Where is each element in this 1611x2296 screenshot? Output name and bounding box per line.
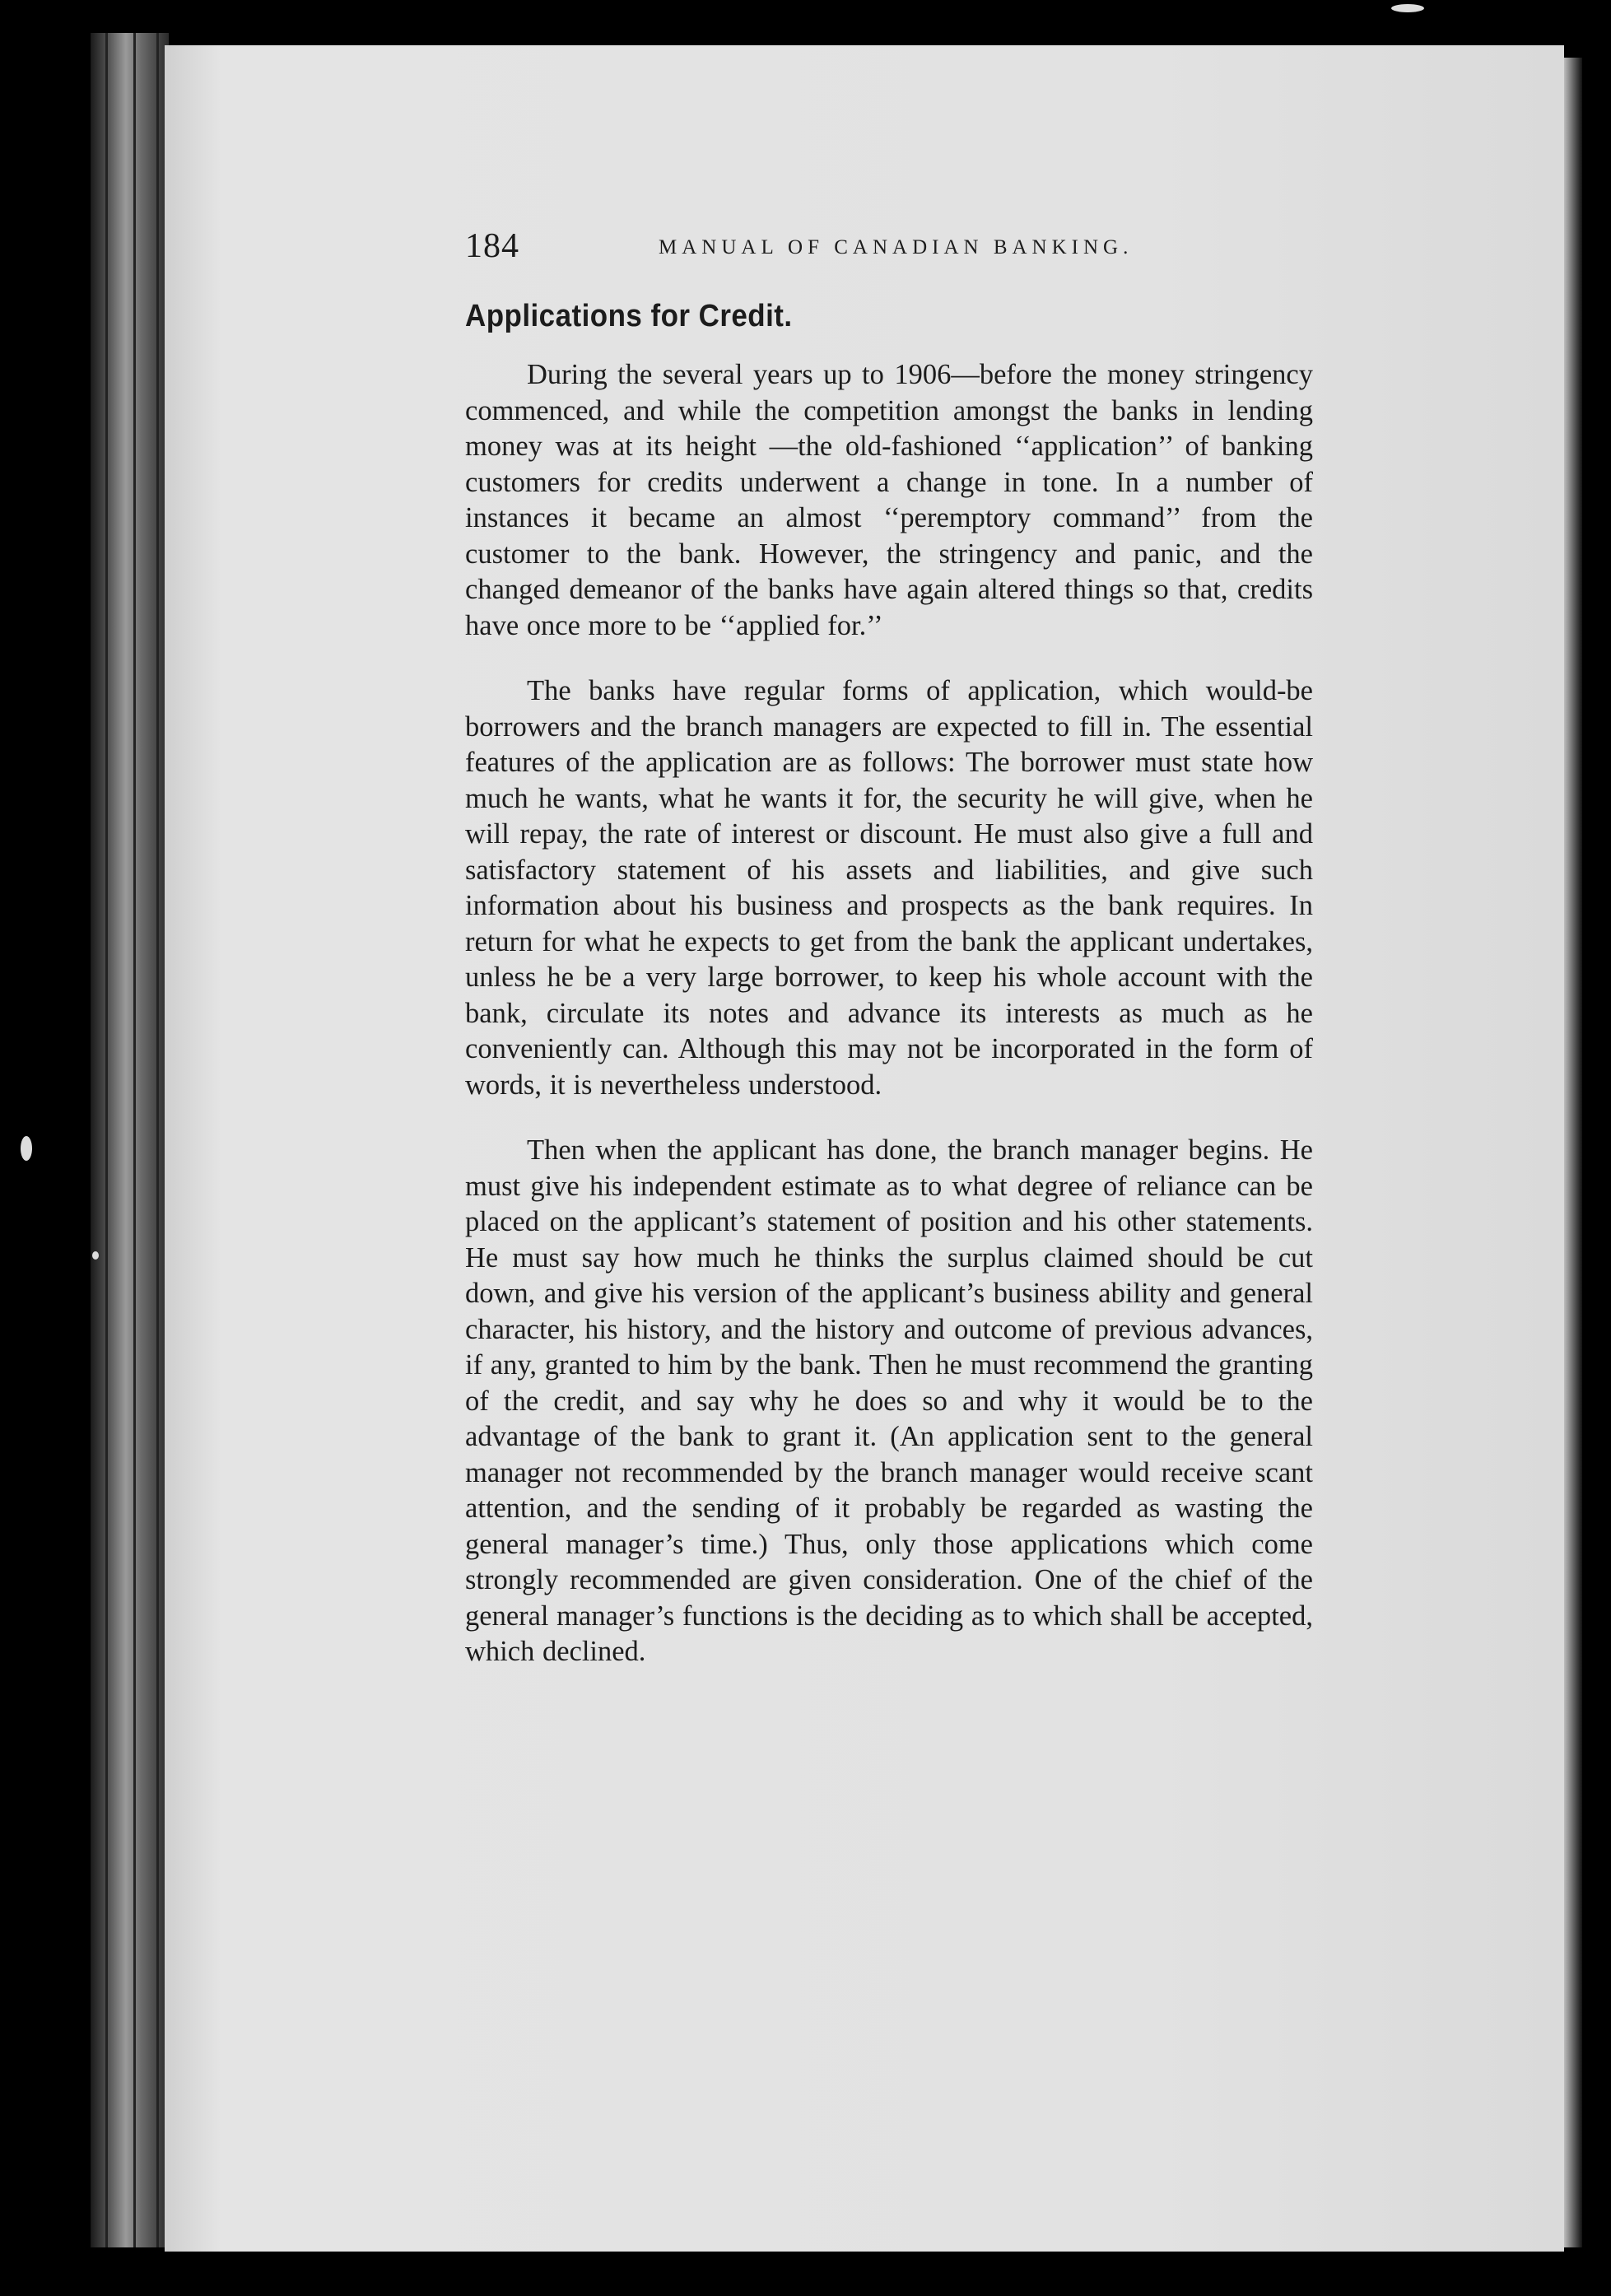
running-title: MANUAL OF CANADIAN BANKING. <box>659 236 1134 258</box>
section-heading: Applications for Credit. <box>465 299 793 333</box>
book-spine <box>91 33 169 2247</box>
running-head <box>465 218 1313 268</box>
page-edge <box>1564 58 1582 2247</box>
paragraph: During the several years up to 1906—before the money stringency commenced, and while the competition amongst the banks in lending money was at its height —the old-fashioned ‘‘application’’ of banking customers for credits underwent a change in tone. In a number of instances it became an almost ‘‘peremptory command’’ from the customer to the bank. However, the stringency and panic, and the changed demeanor of the banks have again altered things so that, credits have once more to be ‘‘applied for.’’ <box>465 359 1313 641</box>
paragraph: Then when the applicant has done, the branch manager begins. He must give his independent estimate as to what degree of reliance can be placed on the applicant’s statement of position and his other statements. He must say how much he thinks the surplus claimed should be cut down, and give his version of the applicant’s business ability and general character, his history, and the history and outcome of previous advances, if any, granted to him by the bank. Then he must recommend the granting of the credit, and say why he does so and why it would be to the advantage of the bank to grant it. (An application sent to the general manager not recommended by the branch manager would receive scant attention, and the sending of it probably be regarded as wasting the general manager’s time.) Thus, only those applications which come strongly recommended are given consideration. One of the chief of the general manager’s functions is the deciding as to which shall be accepted, which declined. <box>465 1134 1313 1667</box>
page-text <box>465 218 1313 1700</box>
page-number: 184 <box>465 227 519 265</box>
paragraph: The banks have regular forms of application, which would-be borrowers and the branch managers are expected to fill in. The essential features of the application are as follows: The borrower must state how much he wants, what he wants it for, the security he will give, when he will repay, the rate of interest or discount. He must also give a full and satisfactory statement of his assets and liabilities, and give such information about his business and prospects as the bank requires. In return for what he expects to get from the bank the applicant undertakes, unless he be a very large borrower, to keep his whole account with the bank, circulate its notes and advance its interests as much as he conveniently can. Although this may not be incorporated in the form of words, it is nevertheless understood. <box>465 675 1313 1101</box>
